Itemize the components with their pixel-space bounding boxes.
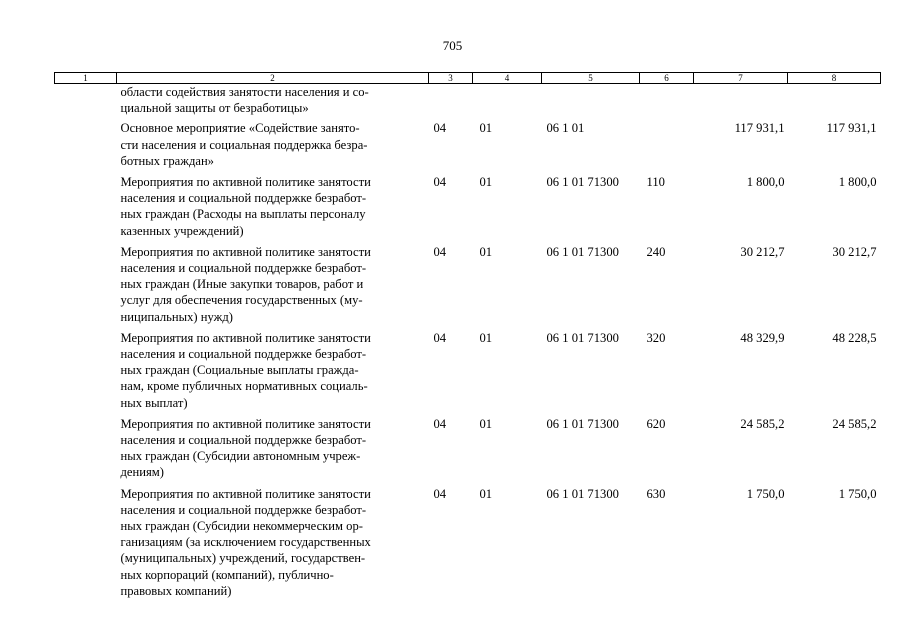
cell-section: 04 (433, 330, 447, 345)
cell-expense-type (640, 84, 694, 121)
cell-blank (55, 84, 117, 121)
cell-target-article: 06 1 01 71300 (546, 330, 619, 345)
budget-table (54, 72, 881, 604)
cell-amount-1: 30 212,7 (740, 244, 785, 259)
cell-section (429, 84, 473, 121)
cell-name: Мероприятия по активной политике занятости населения и социальной поддержке безработ- ных граждан (Иные закупки товаров, работ и услуг для обеспечения государственных (му- ниципальных) нужд) (120, 244, 371, 324)
cell-amount-1: 117 931,1 (734, 121, 785, 136)
cell-amount-2: 1 750,0 (838, 486, 877, 501)
table-header (55, 73, 881, 84)
cell-blank (55, 120, 117, 174)
page-number: 705 (442, 38, 463, 53)
cell-expense-type: 320 (646, 330, 666, 345)
cell-amount-1: 1 800,0 (746, 175, 785, 190)
cell-amount-2: 1 800,0 (838, 175, 877, 190)
cell-target-article: 06 1 01 71300 (546, 175, 619, 190)
cell-target-article: 06 1 01 (546, 121, 585, 136)
cell-blank (55, 486, 117, 604)
column-number-1: 1 (55, 73, 117, 84)
cell-blank (55, 330, 117, 416)
cell-amount-2: 30 212,7 (832, 244, 877, 259)
table-row (55, 244, 881, 330)
cell-target-article: 06 1 01 71300 (546, 416, 619, 431)
table-body (55, 84, 881, 605)
cell-subsection: 01 (479, 121, 493, 136)
cell-name: Мероприятия по активной политике занятости населения и социальной поддержке безработ- ных граждан (Социальные выплаты гражда- нам, кроме публичных нормативных социаль- ных выплат) (120, 330, 371, 410)
cell-expense-type: 110 (646, 175, 665, 190)
cell-blank (55, 416, 117, 486)
cell-expense-type: 620 (646, 416, 666, 431)
table-row (55, 120, 881, 174)
column-number-row (55, 73, 881, 84)
cell-name: Мероприятия по активной политике занятости населения и социальной поддержке безработ- ных граждан (Расходы на выплаты персоналу казенных учреждений) (120, 175, 371, 238)
cell-section: 04 (433, 486, 447, 501)
cell-subsection: 01 (479, 244, 493, 259)
cell-subsection: 01 (479, 175, 493, 190)
cell-amount-2 (788, 84, 881, 121)
cell-expense-type: 240 (646, 244, 666, 259)
column-number-5: 5 (542, 73, 640, 84)
table-row (55, 486, 881, 604)
cell-subsection: 01 (479, 330, 493, 345)
cell-section: 04 (433, 416, 447, 431)
table-row (55, 174, 881, 244)
column-number-8: 8 (788, 73, 881, 84)
cell-section: 04 (433, 175, 447, 190)
cell-amount-1: 24 585,2 (740, 416, 785, 431)
cell-amount-2: 48 228,5 (832, 330, 877, 345)
table-row (55, 416, 881, 486)
cell-name: Мероприятия по активной политике занятости населения и социальной поддержке безработ- ных граждан (Субсидии автономным учреж- дениям) (120, 416, 371, 480)
cell-expense-type: 630 (646, 486, 666, 501)
cell-name: Мероприятия по активной политике занятости населения и социальной поддержке безработ- ных граждан (Субсидии некоммерческим ор- ганизациям (за исключением государственных (муниципальных) учреждений, государствен- ных корпораций (компаний), публично- правовых компаний) (120, 486, 371, 598)
cell-section: 04 (433, 121, 447, 136)
cell-subsection: 01 (479, 486, 493, 501)
cell-target-article: 06 1 01 71300 (546, 486, 619, 501)
cell-amount-2: 117 931,1 (826, 121, 877, 136)
cell-target-article: 06 1 01 71300 (546, 244, 619, 259)
table-row (55, 84, 881, 121)
cell-target-article (542, 84, 640, 121)
cell-amount-1: 48 329,9 (740, 330, 785, 345)
cell-name: области содействия занятости населения и со- циальной защиты от безработицы» (120, 85, 369, 116)
cell-amount-1 (694, 84, 788, 121)
cell-name: Основное мероприятие «Содействие занято- сти населения и социальная поддержка безра- ботных граждан» (120, 121, 368, 168)
column-number-4: 4 (473, 73, 542, 84)
cell-blank (55, 174, 117, 244)
cell-expense-type (640, 120, 694, 174)
column-number-2: 2 (117, 73, 429, 84)
column-number-6: 6 (640, 73, 694, 84)
table-row (55, 330, 881, 416)
cell-amount-1: 1 750,0 (746, 486, 785, 501)
column-number-7: 7 (694, 73, 788, 84)
cell-blank (55, 244, 117, 330)
cell-subsection (473, 84, 542, 121)
cell-subsection: 01 (479, 416, 493, 431)
cell-amount-2: 24 585,2 (832, 416, 877, 431)
cell-section: 04 (433, 244, 447, 259)
column-number-3: 3 (429, 73, 473, 84)
